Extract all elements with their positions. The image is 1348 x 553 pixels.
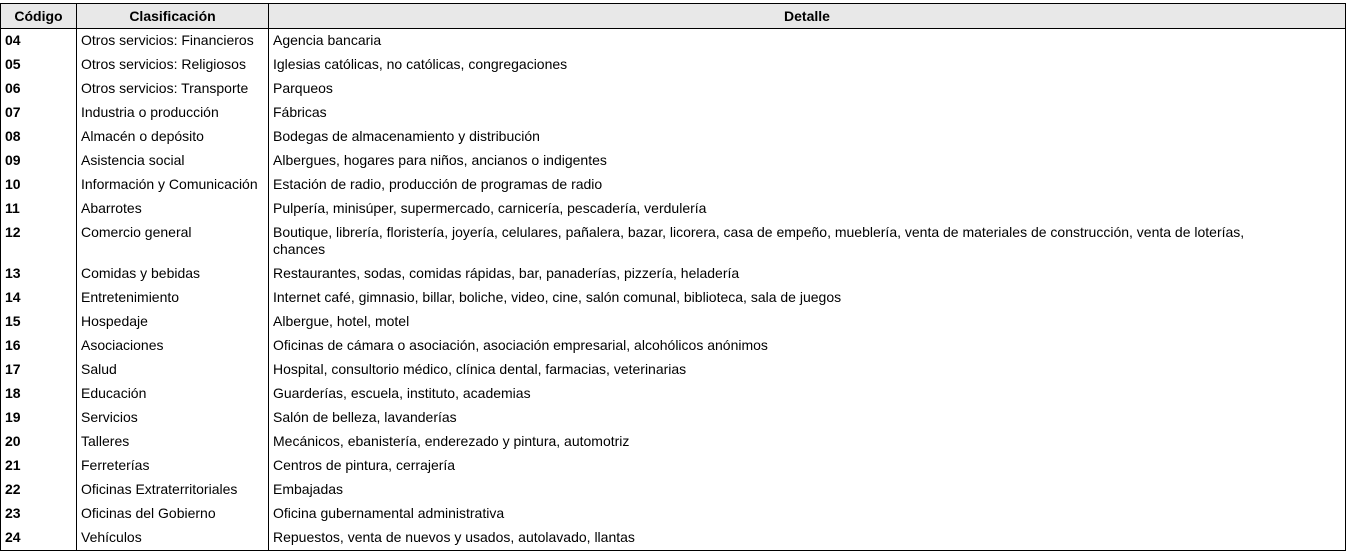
row-code: 04	[1, 29, 77, 54]
row-classification: Otros servicios: Financieros	[77, 29, 269, 54]
row-classification: Hospedaje	[77, 310, 269, 334]
row-code: 12	[1, 221, 77, 262]
table-row	[1, 77, 1346, 101]
row-detail: Fábricas	[269, 101, 1346, 125]
row-code: 21	[1, 454, 77, 478]
row-classification: Asistencia social	[77, 149, 269, 173]
row-classification: Comercio general	[77, 221, 269, 262]
row-classification: Asociaciones	[77, 334, 269, 358]
table-header	[1, 4, 1346, 29]
row-classification: Abarrotes	[77, 197, 269, 221]
row-code: 07	[1, 101, 77, 125]
row-detail: Albergues, hogares para niños, ancianos o indigentes	[269, 149, 1346, 173]
table-row	[1, 262, 1346, 286]
row-classification: Industria o producción	[77, 101, 269, 125]
row-detail: Hospital, consultorio médico, clínica dental, farmacias, veterinarias	[269, 358, 1346, 382]
row-detail: Estación de radio, producción de programas de radio	[269, 173, 1346, 197]
table-row	[1, 382, 1346, 406]
row-classification: Servicios	[77, 406, 269, 430]
row-classification: Salud	[77, 358, 269, 382]
header-code: Código	[1, 4, 77, 29]
row-classification: Otros servicios: Religiosos	[77, 53, 269, 77]
row-detail: Bodegas de almacenamiento y distribución	[269, 125, 1346, 149]
classification-table	[0, 3, 1346, 551]
row-code: 17	[1, 358, 77, 382]
row-detail: Salón de belleza, lavanderías	[269, 406, 1346, 430]
row-code: 14	[1, 286, 77, 310]
row-code: 08	[1, 125, 77, 149]
row-code: 10	[1, 173, 77, 197]
row-detail: Albergue, hotel, motel	[269, 310, 1346, 334]
table-row	[1, 406, 1346, 430]
row-code: 09	[1, 149, 77, 173]
table-row	[1, 478, 1346, 502]
row-code: 24	[1, 526, 77, 551]
row-code: 23	[1, 502, 77, 526]
table-row	[1, 334, 1346, 358]
row-detail: Repuestos, venta de nuevos y usados, autolavado, llantas	[269, 526, 1346, 551]
row-detail: Parqueos	[269, 77, 1346, 101]
row-classification: Otros servicios: Transporte	[77, 77, 269, 101]
row-detail: Mecánicos, ebanistería, enderezado y pintura, automotriz	[269, 430, 1346, 454]
row-code: 05	[1, 53, 77, 77]
table-row	[1, 526, 1346, 551]
row-detail: Boutique, librería, floristería, joyería, celulares, pañalera, bazar, licorera, casa de empeño, mueblería, venta de materiales de construcción, venta de loterías, chances	[269, 221, 1346, 262]
table-row	[1, 197, 1346, 221]
header-row	[1, 4, 1346, 29]
row-detail: Agencia bancaria	[269, 29, 1346, 54]
table-row	[1, 29, 1346, 54]
row-detail: Oficina gubernamental administrativa	[269, 502, 1346, 526]
row-classification: Oficinas Extraterritoriales	[77, 478, 269, 502]
table-row	[1, 454, 1346, 478]
row-code: 22	[1, 478, 77, 502]
row-classification: Entretenimiento	[77, 286, 269, 310]
row-classification: Almacén o depósito	[77, 125, 269, 149]
table-row	[1, 502, 1346, 526]
row-detail: Centros de pintura, cerrajería	[269, 454, 1346, 478]
row-classification: Comidas y bebidas	[77, 262, 269, 286]
row-classification: Educación	[77, 382, 269, 406]
table-row	[1, 430, 1346, 454]
row-code: 13	[1, 262, 77, 286]
table-row	[1, 101, 1346, 125]
table-row	[1, 221, 1346, 262]
row-classification: Talleres	[77, 430, 269, 454]
row-code: 19	[1, 406, 77, 430]
row-detail: Guarderías, escuela, instituto, academias	[269, 382, 1346, 406]
table-row	[1, 53, 1346, 77]
row-code: 20	[1, 430, 77, 454]
row-classification: Vehículos	[77, 526, 269, 551]
row-code: 16	[1, 334, 77, 358]
table-row	[1, 149, 1346, 173]
table-row	[1, 310, 1346, 334]
row-detail: Pulpería, minisúper, supermercado, carnicería, pescadería, verdulería	[269, 197, 1346, 221]
row-detail: Embajadas	[269, 478, 1346, 502]
classification-table-container	[0, 3, 1346, 551]
table-row	[1, 286, 1346, 310]
row-detail: Iglesias católicas, no católicas, congregaciones	[269, 53, 1346, 77]
table-row	[1, 125, 1346, 149]
row-code: 06	[1, 77, 77, 101]
row-detail: Restaurantes, sodas, comidas rápidas, bar, panaderías, pizzería, heladería	[269, 262, 1346, 286]
row-code: 11	[1, 197, 77, 221]
row-code: 15	[1, 310, 77, 334]
row-classification: Información y Comunicación	[77, 173, 269, 197]
row-classification: Ferreterías	[77, 454, 269, 478]
row-code: 18	[1, 382, 77, 406]
row-classification: Oficinas del Gobierno	[77, 502, 269, 526]
header-detail: Detalle	[269, 4, 1346, 29]
row-detail: Oficinas de cámara o asociación, asociación empresarial, alcohólicos anónimos	[269, 334, 1346, 358]
table-body	[1, 29, 1346, 551]
table-row	[1, 173, 1346, 197]
header-classification: Clasificación	[77, 4, 269, 29]
row-detail: Internet café, gimnasio, billar, boliche, video, cine, salón comunal, biblioteca, sala de juegos	[269, 286, 1346, 310]
table-row	[1, 358, 1346, 382]
